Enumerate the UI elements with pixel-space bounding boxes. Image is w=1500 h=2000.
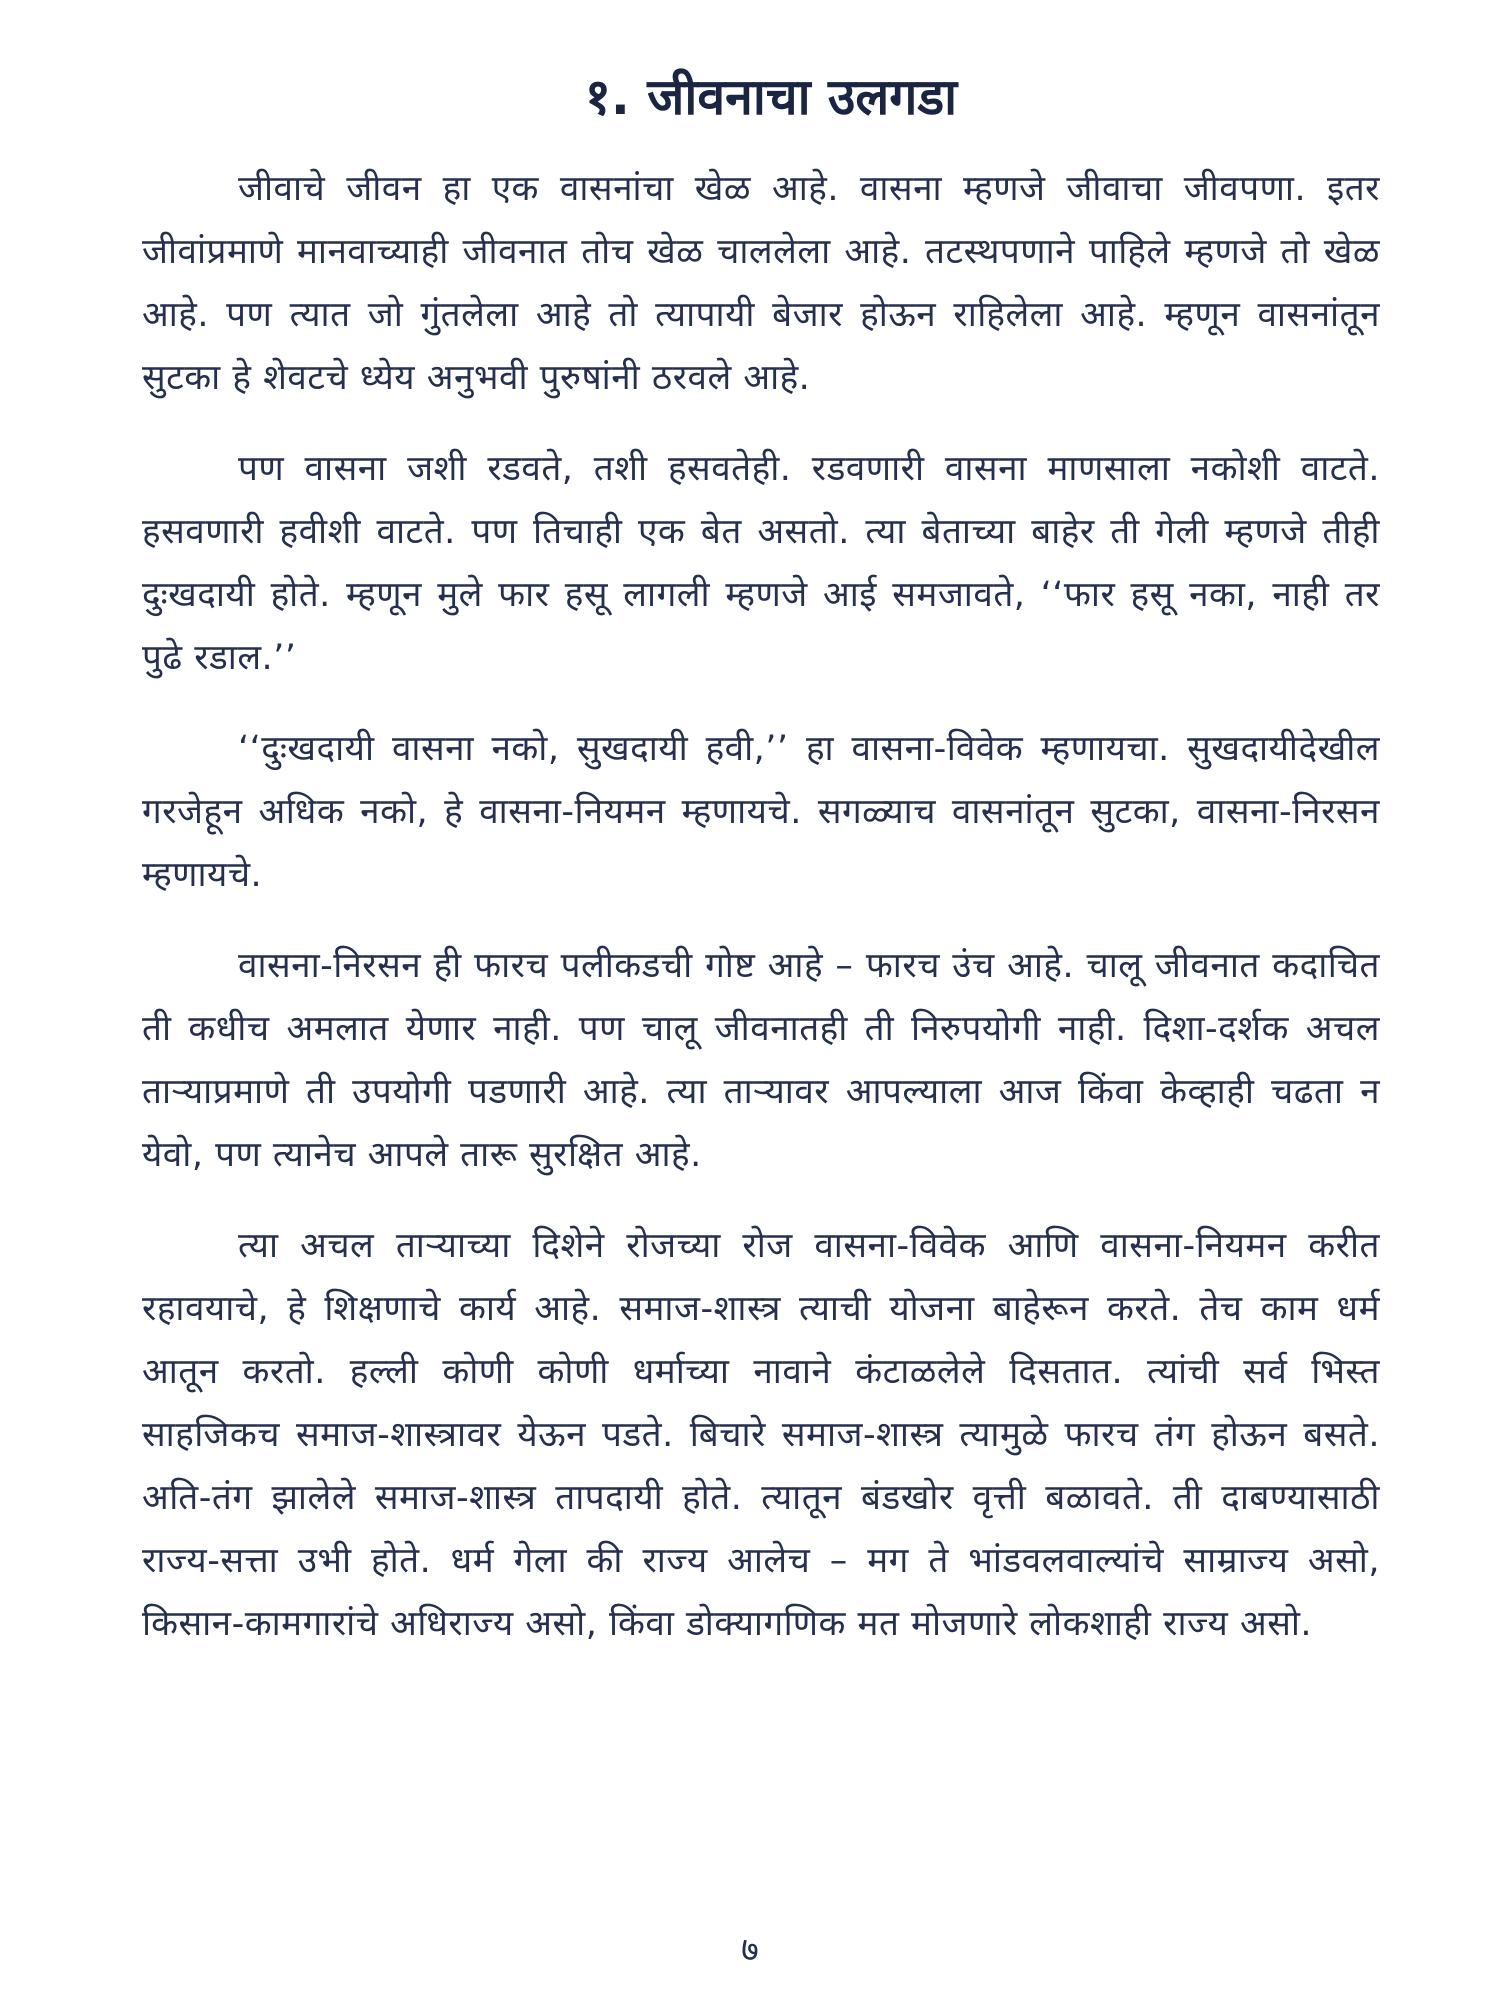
paragraph-5: त्या अचल ताऱ्याच्या दिशेने रोजच्या रोज वासना-विवेक आणि वासना-नियमन करीत रहावयाचे, हे शिक्षणाचे कार्य आहे. समाज-शास्त्र त्याची योजना बाहेरून करते. तेच काम धर्म आतून करतो. हल्ली कोणी कोणी धर्माच्या नावाने कंटाळलेले दिसतात. त्यांची सर्व भिस्त साहजिकच समाज-शास्त्रावर येऊन पडते. बिचारे समाज-शास्त्र त्यामुळे फारच तंग होऊन बसते. अति-तंग झालेले समाज-शास्त्र तापदायी होते. त्यातून बंडखोर वृत्ती बळावते. ती दाबण्यासाठी राज्य-सत्ता उभी होते. धर्म गेला की राज्य आलेच – मग ते भांडवलवाल्यांचे साम्राज्य असो, किसान-कामगारांचे अधिराज्य असो, किंवा डोक्यागणिक मत मोजणारे लोकशाही राज्य असो. [142, 1226, 1380, 1644]
paragraph-3: ‘‘दुःखदायी वासना नको, सुखदायी हवी,’’ हा वासना-विवेक म्हणायचा. सुखदायीदेखील गरजेहून अधिक नको, हे वासना-नियमन म्हणायचे. सगळ्याच वासनांतून सुटका, वासना-निरसन म्हणायचे. [142, 729, 1380, 895]
chapter-title: १. जीवनाचा उलगडा [584, 68, 958, 126]
paragraph-1: जीवाचे जीवन हा एक वासनांचा खेळ आहे. वासना म्हणजे जीवाचा जीवपणा. इतर जीवांप्रमाणे मानवाच्याही जीवनात तोच खेळ चाललेला आहे. तटस्थपणाने पाहिले म्हणजे तो खेळ आहे. पण त्यात जो गुंतलेला आहे तो त्यापायी बेजार होऊन राहिलेला आहे. म्हणून वासनांतून सुटका हे शेवटचे ध्येय अनुभवी पुरुषांनी ठरवले आहे. [142, 169, 1380, 398]
page-number: ७ [741, 1930, 759, 1970]
paragraph-4: वासना-निरसन ही फारच पलीकडची गोष्ट आहे – फारच उंच आहे. चालू जीवनात कदाचित ती कधीच अमलात येणार नाही. पण चालू जीवनातही ती निरुपयोगी नाही. दिशा-दर्शक अचल ताऱ्याप्रमाणे ती उपयोगी पडणारी आहे. त्या ताऱ्यावर आपल्याला आज किंवा केव्हाही चढता न येवो, पण त्यानेच आपले तारू सुरक्षित आहे. [142, 946, 1380, 1175]
paragraph-2: पण वासना जशी रडवते, तशी हसवतेही. रडवणारी वासना माणसाला नकोशी वाटते. हसवणारी हवीशी वाटते. पण तिचाही एक बेत असतो. त्या बेताच्या बाहेर ती गेली म्हणजे तीही दुःखदायी होते. म्हणून मुले फार हसू लागली म्हणजे आई समजावते, ‘‘फार हसू नका, नाही तर पुढे रडाल.’’ [142, 449, 1380, 678]
